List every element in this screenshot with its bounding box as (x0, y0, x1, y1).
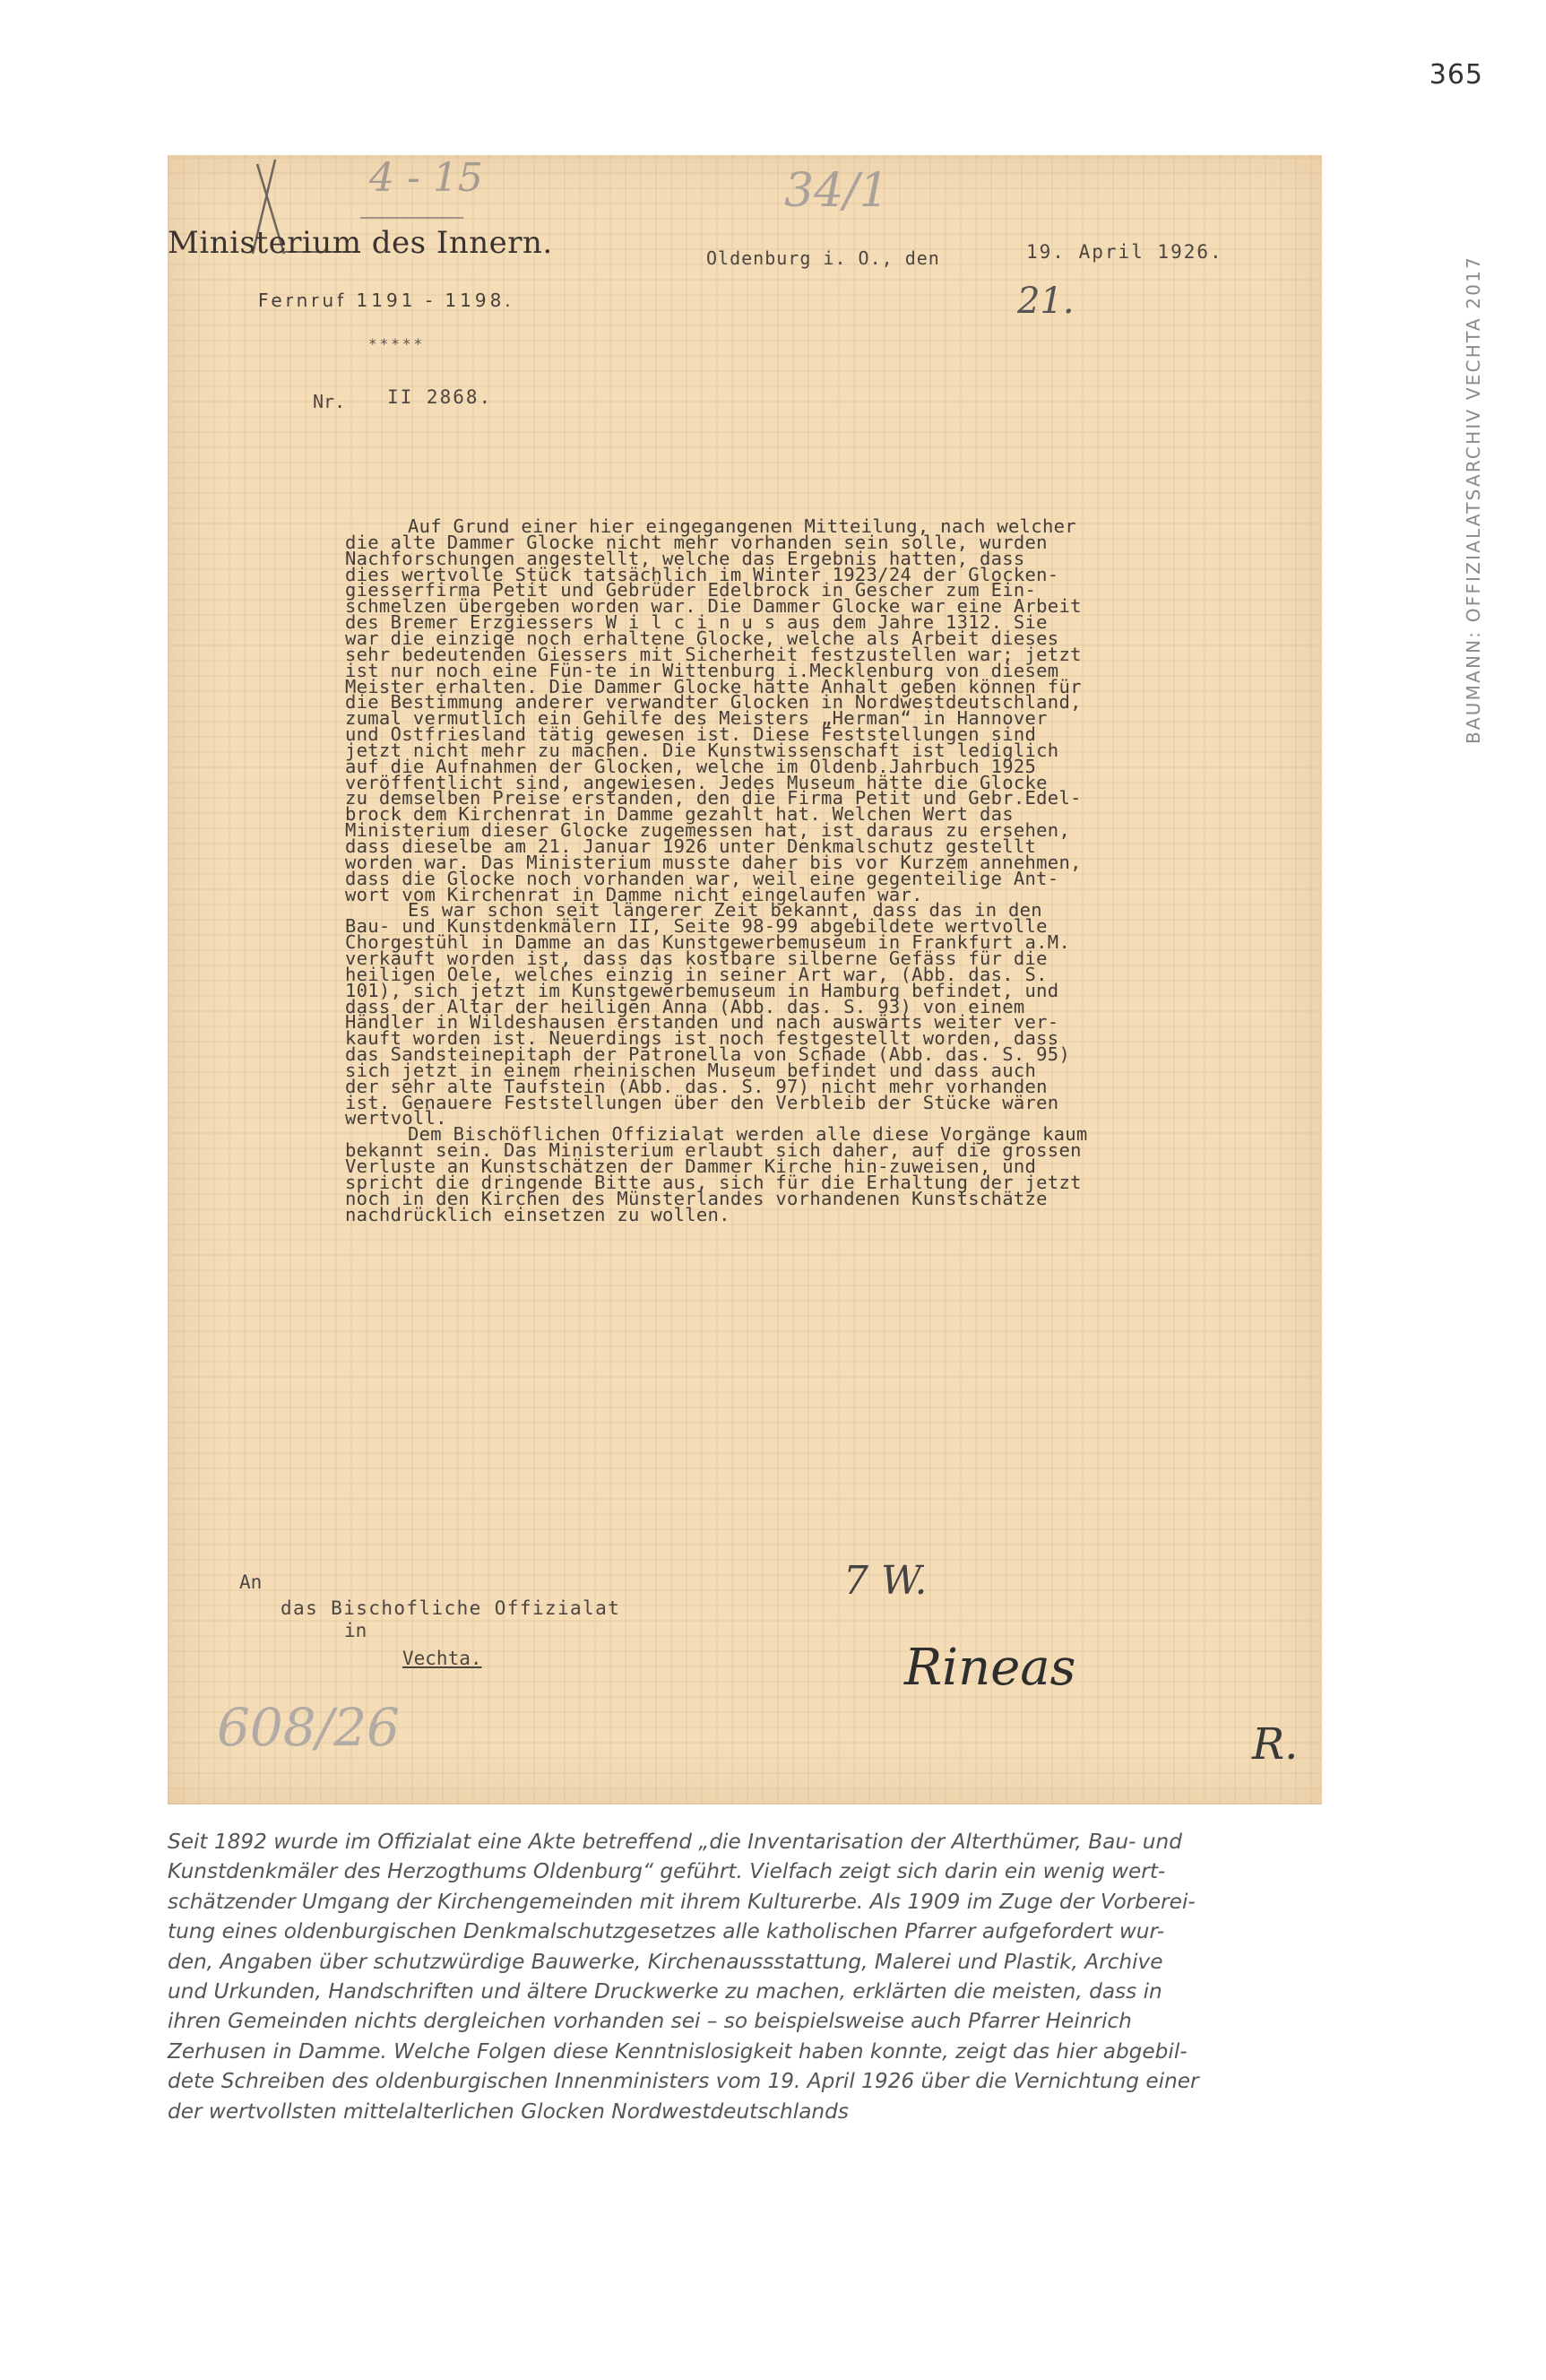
caption-line: und Urkunden, Handschriften und ältere Druckwerke zu machen, erklärten die meisten, dass in (168, 1979, 1162, 2004)
letter-date: 19. April 1926. (1026, 241, 1223, 263)
letter-body-line: Nachforschungen angestellt, welche das Ergebnis hatten, dass (345, 547, 1025, 569)
letter-body-line: giesserfirma Petit und Gebrüder Edelbrock in Gescher zum Ein- (345, 579, 1037, 601)
letter-body-line: bekannt sein. Das Ministerium erlaubt sich daher, auf die grossen (345, 1139, 1082, 1162)
letter-body-line: das Sandsteinepitaph der Patronella von Schade (Abb. das. S. 95) (345, 1043, 1071, 1066)
letter-body-line: Ministerium dieser Glocke zugemessen hat, ist daraus zu ersehen, (345, 819, 1071, 842)
letter-body-line: Es war schon seit längerer Zeit bekannt, dass das in den (408, 899, 1042, 922)
caption-line: den, Angaben über schutzwürdige Bauwerke, Kirchenaussstattung, Malerei und Plastik, Archive (168, 1949, 1163, 1974)
letter-body-line: auf die Aufnahmen der Glocken, welche im Oldenb.Jahrbuch 1925 (345, 755, 1037, 777)
reference-label: Nr. (313, 391, 346, 412)
letter-body-line: jetzt nicht mehr zu machen. Die Kunstwissenschaft ist lediglich (345, 739, 1059, 761)
letter-body-line: worden war. Das Ministerium musste daher bis vor Kurzem annehmen, (345, 851, 1082, 873)
letter-body-line: Meister erhalten. Die Dammer Glocke hätte Anhalt geben können für (345, 675, 1082, 697)
letter-body-line: Händler in Wildeshausen erstanden und nach auswärts weiter ver- (345, 1011, 1059, 1034)
letter-body-line: schmelzen übergeben worden war. Die Dammer Glocke war eine Arbeit (345, 595, 1082, 618)
letter-body (168, 155, 1322, 1804)
handwritten-reference-number: 34/1 (784, 164, 889, 218)
letter-body-line: die Bestimmung anderer verwandter Glocken in Nordwestdeutschland, (345, 691, 1082, 714)
letter-body-line: der sehr alte Taufstein (Abb. das. S. 97) nicht mehr vorhanden (345, 1075, 1048, 1097)
letter-body-line: Chorgestühl in Damme an das Kunstgewerbemuseum in Frankfurt a.M. (345, 931, 1071, 954)
letter-body-line: sich jetzt in einem rheinischen Museum befindet und dass auch (345, 1059, 1037, 1081)
letter-body-line: Bau- und Kunstdenkmälern II, Seite 98-99 abgebildete wertvolle (345, 915, 1048, 938)
reference-number: II 2868. (387, 386, 493, 408)
letter-body-line: verkauft worden ist, dass das kostbare silberne Gefäss für die (345, 947, 1048, 969)
caption-line: Seit 1892 wurde im Offizialat eine Akte betreffend „die Inventarisation der Alterthümer, Bau- und (168, 1830, 1182, 1854)
letter-body-line: war die einzige noch erhaltene Glocke, welche als Arbeit dieses (345, 627, 1059, 649)
letter-city: Oldenburg i. O., den (706, 247, 940, 269)
letter-body-line: zu demselben Preise erstanden, den die Firma Petit und Gebr.Edel- (345, 787, 1082, 809)
caption-line: tung eines oldenburgischen Denkmalschutzgesetzes alle katholischen Pfarrer aufgefordert wur- (168, 1919, 1165, 1944)
address-line-3: Vechta. (402, 1648, 482, 1669)
address-line-2: in (344, 1620, 367, 1641)
letter-body-line: kauft worden ist. Neuerdings ist noch festgestellt worden, dass (345, 1027, 1059, 1050)
letter-body-line: dass die Glocke noch vorhanden war, weil eine gegenteilige Ant- (345, 867, 1059, 889)
page-number: 365 (1429, 59, 1483, 91)
letter-body-line: Dem Bischöflichen Offizialat werden alle diese Vorgänge kaum (408, 1123, 1088, 1146)
letter-body-line: dass dieselbe am 21. Januar 1926 unter Denkmalschutz gestellt (345, 835, 1037, 857)
letter-body-line: Verluste an Kunstschätzen der Dammer Kirche hin-zuweisen, und (345, 1155, 1037, 1177)
letter-body-line: sehr bedeutenden Giessers mit Sicherheit festzustellen war; jetzt (345, 643, 1082, 665)
letter-body-line: dies wertvolle Stück tatsächlich im Winter 1923/24 der Glocken- (345, 563, 1059, 585)
letter-body-line: veröffentlicht sind, angewiesen. Jedes Museum hätte die Glocke (345, 771, 1048, 793)
letter-body-line: brock dem Kirchenrat in Damme gezahlt hat. Welchen Wert das (345, 803, 1014, 826)
caption-line: Kunstdenkmäler des Herzogthums Oldenburg“ geführt. Vielfach zeigt sich darin ein wenig wert- (168, 1859, 1166, 1884)
handwritten-date-note: 21. (1017, 281, 1075, 322)
caption-line: schätzender Umgang der Kirchengemeinden mit ihrem Kulturerbe. Als 1909 im Zuge der Vorberei- (168, 1889, 1196, 1914)
letter-body-line: Auf Grund einer hier eingegangenen Mitteilung, nach welcher (408, 515, 1076, 537)
letter-body-line: 101), sich jetzt im Kunstgewerbemuseum in Hamburg befindet, und (345, 979, 1059, 1001)
letter-body-line: und Ostfriesland tätig gewesen ist. Diese Feststellungen sind (345, 723, 1037, 746)
letter-body-line: nachdrücklich einsetzen zu wollen. (345, 1203, 730, 1225)
letter-body-line: ist nur noch eine Fün-te in Wittenburg i.Mecklenburg von diesem (345, 659, 1059, 681)
handwritten-corner-mark: R. (1252, 1719, 1299, 1770)
scanned-letter (168, 155, 1322, 1804)
letter-body-line: die alte Dammer Glocke nicht mehr vorhanden sein solle, wurden (345, 531, 1048, 553)
caption-line: dete Schreiben des oldenburgischen Innenministers vom 19. April 1926 über die Vernichtung einer (168, 2069, 1199, 2094)
letter-body-line: ist. Genauere Feststellungen über den Verbleib der Stücke wären (345, 1091, 1059, 1113)
caption-line: ihren Gemeinden nichts dergleichen vorhanden sei – so beispielsweise auch Pfarrer Heinrich (168, 2009, 1132, 2034)
letter-body-line: des Bremer Erzgiessers W i l c i n u s aus dem Jahre 1312. Sie (345, 611, 1048, 634)
letter-body-line: wort vom Kirchenrat in Damme nicht eingelaufen war. (345, 883, 923, 905)
letterhead-stars: ***** (368, 335, 426, 352)
letterhead-fernruf: Fernruf 1191 - 1198. (258, 290, 514, 311)
signature: Rineas (904, 1639, 1076, 1697)
address-an: An (239, 1571, 263, 1593)
handwritten-file-number: 608/26 (217, 1697, 401, 1758)
letter-body-line: heiligen Oele, welches einzig in seiner Art war, (Abb. das. S. (345, 963, 1048, 985)
letter-body-line: wertvoll. (345, 1107, 447, 1129)
letter-body-line: noch in den Kirchen des Münsterlandes vorhandenen Kunstschätze (345, 1187, 1048, 1209)
letterhead-ministry: Ministerium des Innern. (168, 225, 553, 261)
caption-line: der wertvollsten mittelalterlichen Glocken Nordwestdeutschlands (168, 2099, 849, 2124)
figure-caption (168, 1827, 1319, 2126)
letter-body-line: zumal vermutlich ein Gehilfe des Meisters „Herman“ in Hannover (345, 707, 1048, 730)
address-line-1: das Bischofliche Offizialat (281, 1597, 621, 1619)
caption-line: Zerhusen in Damme. Welche Folgen diese Kenntnislosigkeit haben konnte, zeigt das hier abgebil- (168, 2038, 1188, 2064)
handwritten-reference-top: 4 - 15 (369, 155, 483, 201)
running-head-vertical: BAUMANN: OFFIZIALATSARCHIV VECHTA 2017 (1463, 255, 1484, 744)
handwritten-initials: 7 W. (843, 1558, 928, 1604)
letter-body-line: dass der Altar der heiligen Anna (Abb. das. S. 93) von einem (345, 995, 1025, 1017)
letter-body-line: spricht die dringende Bitte aus, sich für die Erhaltung der jetzt (345, 1171, 1082, 1193)
